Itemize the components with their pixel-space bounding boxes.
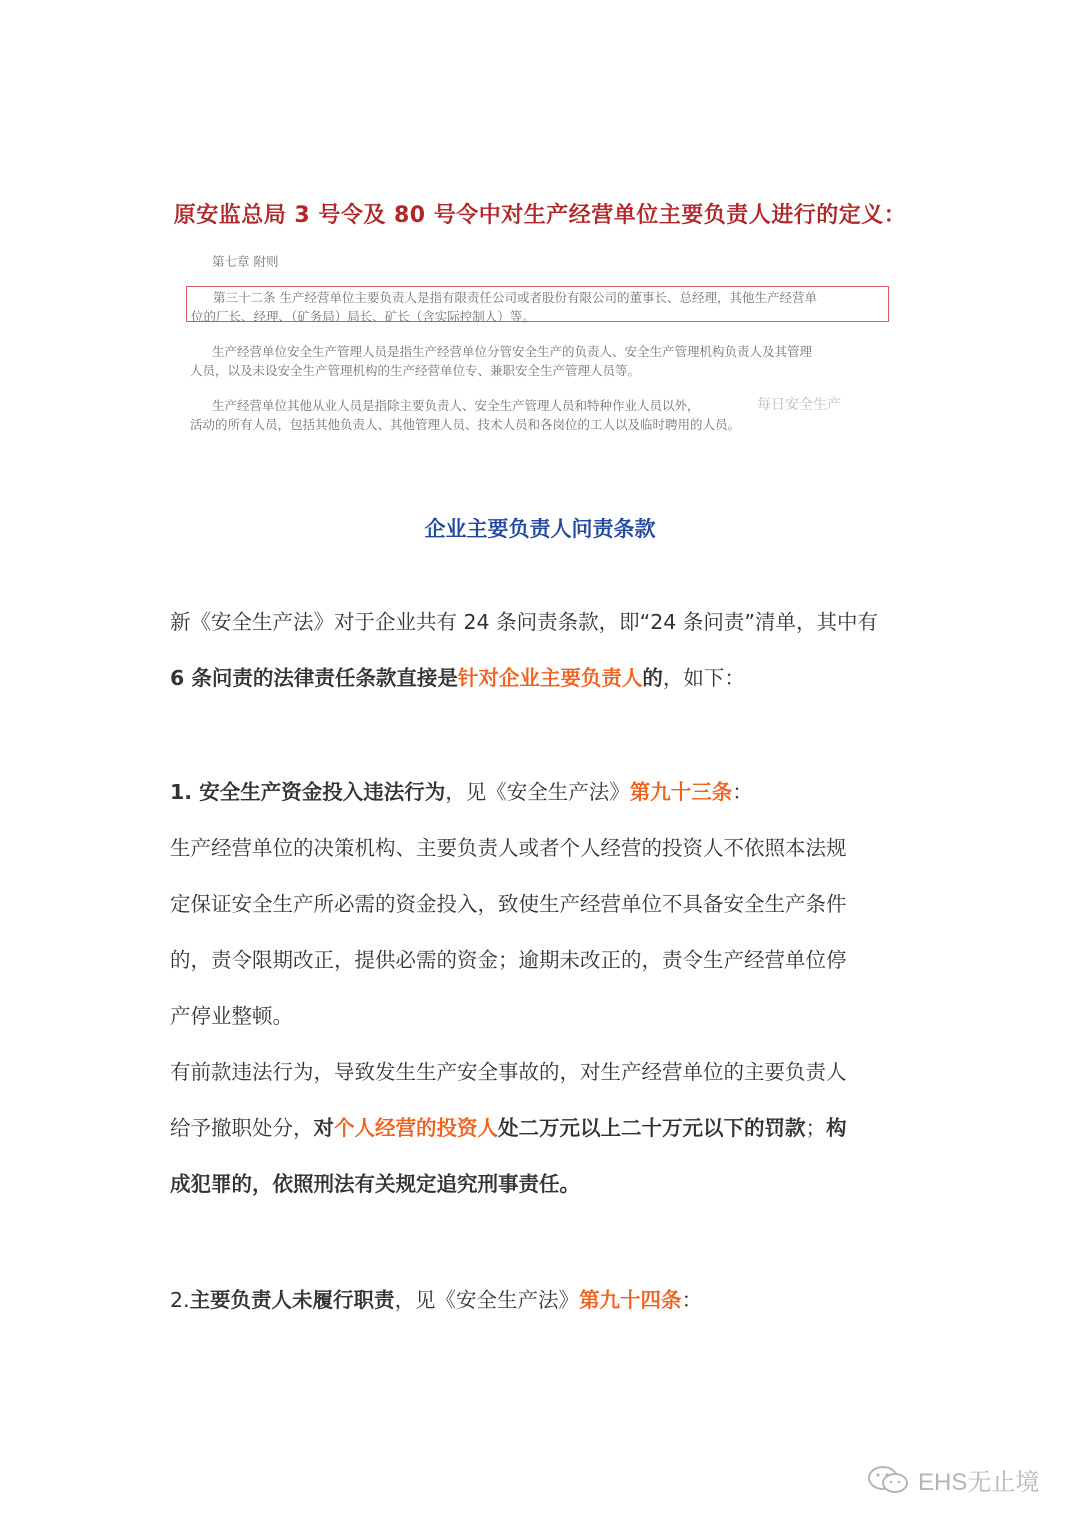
item-1-l6-highlight: 个人经营的投资人 (334, 1116, 498, 1140)
item-1-line-2: 定保证安全生产所必需的资金投入，致使生产经营单位不具备安全生产条件 (170, 892, 847, 916)
item-2-article-ref: 第九十四条 (579, 1288, 682, 1312)
intro-line-1: 新《安全生产法》对于企业共有 24 条问责条款，即“24 条问责”清单，其中有 (170, 610, 878, 634)
p2-line-1: 生产经营单位安全生产管理人员是指生产经营单位分管安全生产的负责人、安全生产管理机构负责人及其管理 (212, 344, 813, 359)
item-2-heading-end: ： (681, 1288, 703, 1312)
item-1-heading-mid: ，见《安全生产法》 (445, 780, 630, 804)
item-2-heading-bold: 主要负责人未履行职责 (189, 1288, 395, 1312)
intro-bold-text: 6 条问责的法律责任条款直接是 (170, 666, 458, 690)
wechat-icon (866, 1465, 912, 1495)
scan-watermark: 每日安全生产 (757, 397, 841, 413)
safety-manager-definition (190, 342, 890, 380)
highlighted-article-32 (186, 286, 889, 322)
item-1-line-1: 生产经营单位的决策机构、主要负责人或者个人经营的投资人不依照本法规 (170, 836, 847, 860)
item-1-l6-bold1: 对 (313, 1116, 334, 1140)
section-title: 企业主要负责人问责条款 (424, 517, 656, 541)
footer-watermark-text: EHS无止境 (918, 1469, 1040, 1496)
chapter-heading: 第七章 附则 (212, 254, 279, 269)
item-1-article-ref: 第九十三条 (629, 780, 733, 804)
item-1-l6-c: ； (805, 1116, 826, 1140)
p3-line-2: 活动的所有人员，包括其他负责人、其他管理人员、技术人员和各岗位的工人以及临时聘用的人员。 (190, 417, 741, 432)
item-1-line-5: 有前款违法行为，导致发生生产安全事故的，对生产经营单位的主要负责人 (170, 1060, 847, 1084)
intro-bold-text-2: 的 (642, 666, 663, 690)
intro-paragraph (170, 594, 915, 706)
p3-line-1: 生产经营单位其他从业人员是指除主要负责人、安全生产管理人员和特种作业人员以外， (212, 398, 700, 413)
definition-title: 原安监总局 3 号令及 80 号令中对生产经营单位主要负责人进行的定义： (173, 203, 907, 228)
item-1-l6-bold3: 构 (826, 1116, 847, 1140)
article-32-line-2: 位的厂长、经理、（矿务局）局长、矿长（含实际控制人）等。 (191, 309, 535, 324)
item-2-prefix: 2. (170, 1288, 190, 1312)
item-1-line-7: 成犯罪的，依照刑法有关规定追究刑事责任。 (170, 1172, 580, 1196)
p2-line-2: 人员，以及未设安全生产管理机构的生产经营单位专、兼职安全生产管理人员等。 (190, 363, 641, 378)
intro-rest: ，如下： (662, 666, 745, 690)
item-1-l6-bold2: 处二万元以上二十万元以下的罚款 (498, 1116, 806, 1140)
item-1-l6-a: 给予撤职处分， (170, 1116, 314, 1140)
item-2-heading-mid: ，见《安全生产法》 (394, 1288, 580, 1312)
intro-highlight: 针对企业主要负责人 (457, 666, 643, 690)
intro-line-2 (170, 650, 915, 706)
item-1-line-6 (170, 1100, 915, 1156)
footer-watermark (866, 1462, 1039, 1497)
item-1-heading-end: ： (732, 780, 753, 804)
item-1-line-4: 产停业整顿。 (170, 1004, 293, 1028)
item-1-line-3: 的，责令限期改正，提供必需的资金；逾期未改正的，责令生产经营单位停 (170, 948, 847, 972)
article-32-line-1: 第三十二条 生产经营单位主要负责人是指有限责任公司或者股份有限公司的董事长、总经理，其他生产经营单 (213, 290, 817, 305)
item-1 (170, 764, 915, 1212)
item-1-heading-bold: 1. 安全生产资金投入违法行为 (170, 780, 446, 804)
item-2-heading (170, 1272, 915, 1328)
item-1-heading (170, 764, 915, 820)
item-2 (170, 1272, 915, 1328)
